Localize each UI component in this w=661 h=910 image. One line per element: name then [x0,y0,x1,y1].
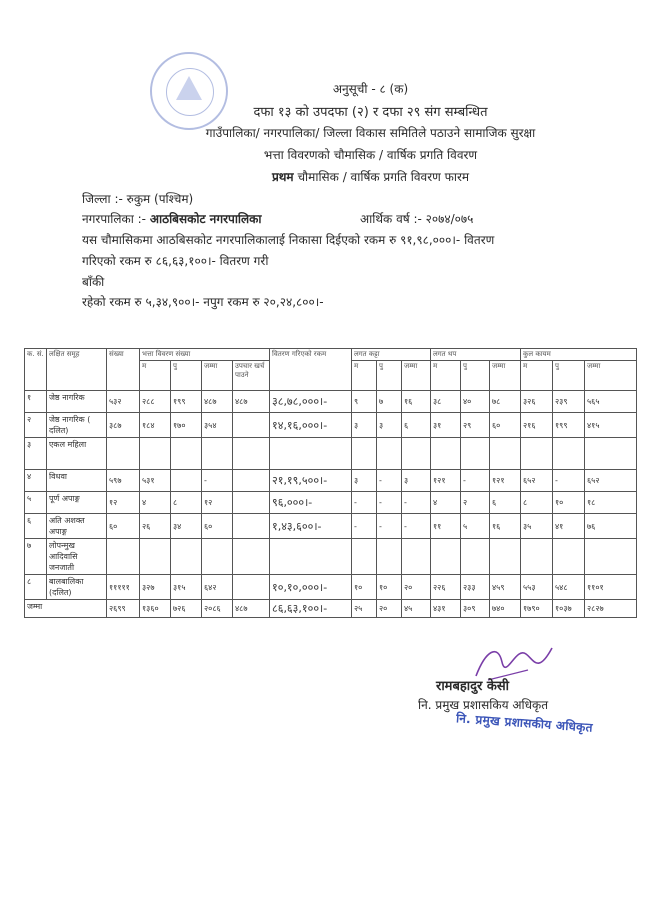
cell-sn: ५ [25,492,47,514]
cell: २३३ [461,575,490,600]
cell: ३ [377,413,402,438]
cell-group: अति अशक्त अपाङ्ग [47,514,107,539]
cell [107,539,140,575]
cell: - [553,470,585,492]
cell [402,438,431,470]
table-row [25,413,637,438]
cell: ३२७ [140,575,171,600]
cell: ६० [490,413,521,438]
cell [431,539,461,575]
header-line-5-rest: चौमासिक / वार्षिक प्रगति विवरण फारम [293,170,470,184]
cell: ७४० [490,600,521,618]
table-row [25,391,637,413]
col-sn: क. सं. [25,349,47,391]
cell: ८ [521,492,553,514]
header-line-2: दफा १३ को उपदफा (२) र दफा २९ संग सम्बन्धित [253,105,488,120]
cell: ३८७ [107,413,140,438]
info-line-4: गरिएको रकम रु ८६,६३,१००।- वितरण गरी [82,254,269,268]
totals-row [25,600,637,618]
cell [171,539,202,575]
cell: २६ [140,514,171,539]
cell [202,438,233,470]
cell: १२१ [490,470,521,492]
cell: ३१५ [171,575,202,600]
cell: - [377,514,402,539]
cell: १२ [107,492,140,514]
cell: १९९ [553,413,585,438]
cell: - [402,492,431,514]
municipality-name: आठबिसकोट नगरपालिका [149,212,262,226]
cell: - [352,492,377,514]
annex-title: अनुसूची - ८ (क) [332,82,409,96]
cell: ५५३ [521,575,553,600]
cell: - [402,514,431,539]
cell: २१६ [521,413,553,438]
cell: ४ [140,492,171,514]
cell [140,438,171,470]
col-cost-deduction: लगत कट्टा [352,349,431,361]
cell-sn: ४ [25,470,47,492]
cell: - [377,492,402,514]
cell: १० [352,575,377,600]
cell [553,539,585,575]
table-body [25,391,637,600]
cell: ६ [402,413,431,438]
cell-amount: ८६,६३,१००।- [270,600,352,618]
cell-amount: १,४३,६००।- [270,514,352,539]
cell: ६४२ [202,575,233,600]
cell: ४० [461,391,490,413]
cell: २३९ [553,391,585,413]
cell: ६० [107,514,140,539]
cell: ६५२ [585,470,637,492]
cell-amount [270,438,352,470]
cell-sn: १ [25,391,47,413]
cell-sn: २ [25,413,47,438]
cell [171,470,202,492]
cell [553,438,585,470]
cell [431,438,461,470]
info-line-6: रहेको रकम रु ५,३४,९००।- नपुग रकम रु २०,२४,८००।- [82,295,324,309]
cell: १७० [171,413,202,438]
cell [171,438,202,470]
allowance-table [24,348,637,618]
cell-sn: ७ [25,539,47,575]
sub-total: जम्मा [490,361,521,391]
cell: १० [377,575,402,600]
cell: ४८७ [202,391,233,413]
cell-amount: १०,१०,०००।- [270,575,352,600]
cell [490,539,521,575]
cell: ३५ [521,514,553,539]
cell: - [377,470,402,492]
cell: १६ [402,391,431,413]
sub-total: जम्मा [202,361,233,391]
fiscal-year: आर्थिक वर्ष :- २०७४/०७५ [360,212,474,226]
signatory-name: रामबहादुर केसी [436,679,510,694]
sub-male: म [140,361,171,391]
cell: १३६० [140,600,171,618]
cell: - [461,470,490,492]
cell: १८ [585,492,637,514]
cell: ६० [202,514,233,539]
cell: - [202,470,233,492]
table-row [25,492,637,514]
cell: ४५९ [490,575,521,600]
info-line-3: यस चौमासिकमा आठबिसकोट नगरपालिकालाई निकासा दिईएको रकम रु ९१,९८,०००।- वितरण [82,233,495,247]
info-line-5: बाँकी [82,275,105,289]
cell [461,438,490,470]
col-target-group: लक्षित समूह [47,349,107,391]
cell [233,492,270,514]
cell: ७८ [490,391,521,413]
table-row [25,438,637,470]
sub-female: पु [377,361,402,391]
cell: २५ [352,600,377,618]
cell: ४८७ [233,600,270,618]
cell: ५३१ [140,470,171,492]
cell: ३२६ [521,391,553,413]
cell [352,539,377,575]
header-line-5 [0,168,661,185]
sub-treatment: उपचार खर्च पाउने [233,361,270,391]
cell-sn: ३ [25,438,47,470]
cell: २० [402,575,431,600]
cell: २६९९ [107,600,140,618]
header-line-4: भत्ता विवरणको चौमासिक / वार्षिक प्रगति विवरण [263,148,478,162]
cell: ११०१ [585,575,637,600]
sub-female: पु [553,361,585,391]
cell: ९ [352,391,377,413]
cell: २९ [461,413,490,438]
cell-amount: ३८,७८,०००।- [270,391,352,413]
col-distributed-amount: वितरण गरिएको रकम [270,349,352,391]
sub-total: जम्मा [585,361,637,391]
cell: १८४ [140,413,171,438]
cell: ५३२ [107,391,140,413]
cell: २२६ [431,575,461,600]
district-line: जिल्ला :- रुकुम (पश्चिम) [82,192,194,206]
header-row-1 [25,349,637,361]
table-row [25,575,637,600]
cell [233,575,270,600]
cell: ३ [352,470,377,492]
sub-male: म [521,361,553,391]
cell-amount: २१,१९,५००।- [270,470,352,492]
cell: ४१ [553,514,585,539]
cell: १९९ [171,391,202,413]
cell-group: बालबालिका (दलित) [47,575,107,600]
cell: १६ [490,514,521,539]
cell: ११ [431,514,461,539]
cell: - [352,514,377,539]
cell [402,539,431,575]
cell: ७६ [585,514,637,539]
cell: १०३७ [553,600,585,618]
cell-sn: ८ [25,575,47,600]
cell-group: एकल महिला [47,438,107,470]
municipality-line [82,210,262,227]
cell [585,539,637,575]
cell: ५४८ [553,575,585,600]
sub-total: जम्मा [402,361,431,391]
cell: ७ [377,391,402,413]
cell [233,539,270,575]
sub-female: पु [171,361,202,391]
table-row [25,514,637,539]
cell: ३८ [431,391,461,413]
col-allowance-distribution: भत्ता विवरण संख्या [140,349,270,361]
cell [461,539,490,575]
cell: ४३१ [431,600,461,618]
cell: ४ [431,492,461,514]
cell: २ [461,492,490,514]
cell-amount: ९६,०००।- [270,492,352,514]
cell [377,438,402,470]
cell: ४१५ [585,413,637,438]
cell: १७९० [521,600,553,618]
col-total-maintained: कुल कायम [521,349,637,361]
cell [140,539,171,575]
table-row [25,470,637,492]
cell: ६५२ [521,470,553,492]
cell: २८८ [140,391,171,413]
cell: ३ [402,470,431,492]
col-cost-addition: लगत थप [431,349,521,361]
cell: २८२७ [585,600,637,618]
cell: १० [553,492,585,514]
cell [233,470,270,492]
cell [585,438,637,470]
municipality-label: नगरपालिका :- [82,212,150,226]
table-row [25,539,637,575]
cell-amount [270,539,352,575]
totals-label: जम्मा [25,600,107,618]
cell: ५६५ [585,391,637,413]
cell-group: जेष्ठ नागरिक [47,391,107,413]
cell: २०८६ [202,600,233,618]
cell [202,539,233,575]
cell: ३०९ [461,600,490,618]
cell [352,438,377,470]
cell [233,438,270,470]
cell: ५९७ [107,470,140,492]
cell: ५ [461,514,490,539]
cell: ४८७ [233,391,270,413]
cell: ३ [352,413,377,438]
cell-amount: १४,१६,०००।- [270,413,352,438]
cell [233,514,270,539]
cell [377,539,402,575]
designation-stamp: नि. प्रमुख प्रशासकीय अधिकृत [455,711,594,735]
cell: १११११ [107,575,140,600]
header-line-3: गाउँपालिका/ नगरपालिका/ जिल्ला विकास समितिले पठाउने सामाजिक सुरक्षा [205,126,536,140]
cell [490,438,521,470]
cell: २० [377,600,402,618]
cell: ६ [490,492,521,514]
sub-male: म [431,361,461,391]
cell [521,539,553,575]
cell-group: पूर्ण अपाङ्ग [47,492,107,514]
col-count: संख्या [107,349,140,391]
cell: ७२६ [171,600,202,618]
cell: ८ [171,492,202,514]
first-label: प्रथम [271,170,294,184]
sub-male: म [352,361,377,391]
cell: ३५४ [202,413,233,438]
cell-group: लोपन्मुख आदिवासि जनजाती [47,539,107,575]
cell-group: विधवा [47,470,107,492]
signatory-title: नि. प्रमुख प्रशासकिय अधिकृत [418,698,549,712]
cell [107,438,140,470]
cell-sn: ६ [25,514,47,539]
sub-female: पु [461,361,490,391]
cell-group: जेष्ठ नागरिक ( दलित) [47,413,107,438]
cell [521,438,553,470]
cell [233,413,270,438]
cell: १२ [202,492,233,514]
cell: ३१ [431,413,461,438]
cell: १२१ [431,470,461,492]
cell: ४५ [402,600,431,618]
cell: ३४ [171,514,202,539]
